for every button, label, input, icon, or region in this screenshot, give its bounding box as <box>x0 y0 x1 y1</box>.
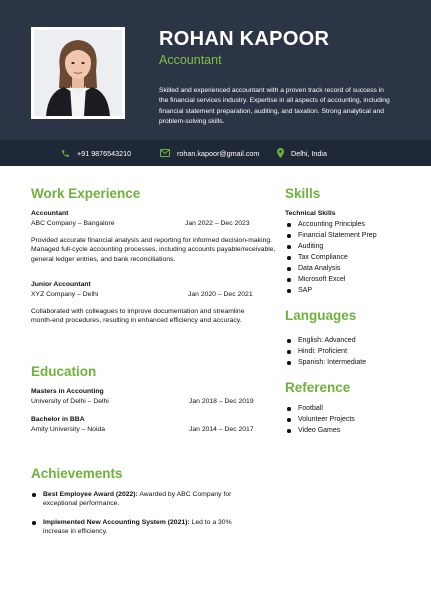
list-item: Microsoft Excel <box>285 274 377 285</box>
list-item: English: Advanced <box>285 335 366 346</box>
skills-list <box>285 219 377 296</box>
job-dates: Jan 2022 – Dec 2023 <box>185 220 250 227</box>
email-icon <box>160 149 170 157</box>
job-company: XYZ Company – Delhi <box>31 291 99 298</box>
technical-skills-subheading: Technical Skills <box>285 210 336 217</box>
list-item: Accounting Principles <box>285 219 377 230</box>
school-name: University of Delhi – Delhi <box>31 398 109 405</box>
list-item: Spanish: Intermediate <box>285 357 366 368</box>
contact-bar <box>0 140 431 166</box>
location-pin-icon <box>277 148 284 158</box>
job-title: Junior Accountant <box>31 281 91 288</box>
degree-title: Masters in Accounting <box>31 388 104 395</box>
list-item: Tax Compliance <box>285 252 377 263</box>
achievement-text: Awarded by ABC Company for exceptional performance. <box>43 491 232 508</box>
profile-summary: Skilled and experienced accountant with a proven track record of success in the financial services industry. Expertise in all aspects of accounting, including financial statement preparation, auditing, and taxation. Strong analytical and problem-solving skills. <box>159 87 390 126</box>
profile-photo <box>34 30 122 116</box>
school-name: Amity University – Noida <box>31 426 106 433</box>
contact-email[interactable] <box>160 140 259 166</box>
list-item: Data Analysis <box>285 263 377 274</box>
job-dates: Jan 2020 – Dec 2021 <box>188 291 253 298</box>
achievement-title: Best Employee Award (2022): <box>43 491 138 498</box>
job-company: ABC Company – Bangalore <box>31 220 115 227</box>
contact-location[interactable] <box>277 140 327 166</box>
resume-header <box>0 0 431 140</box>
skills-heading: Skills <box>285 186 321 201</box>
education-heading: Education <box>31 364 97 379</box>
education-dates: Jan 2014 – Dec 2017 <box>189 426 254 433</box>
education-dates: Jan 2018 – Dec 2019 <box>189 398 254 405</box>
list-item: Hindi: Proficient <box>285 346 366 357</box>
job-description: Provided accurate financial analysis and reporting for informed decision-making. Managed full-cycle accounting processes, including accounts payable/receivable, general ledger entries, and bank reconciliations. <box>31 237 276 263</box>
achievement-title: Implemented New Accounting System (2021): <box>43 519 190 526</box>
contact-phone[interactable] <box>61 140 131 166</box>
achievement-item <box>31 490 251 509</box>
phone-number: +91 9876543210 <box>77 148 132 158</box>
languages-list <box>285 335 366 368</box>
languages-heading: Languages <box>285 308 357 323</box>
achievements-heading: Achievements <box>31 466 123 481</box>
profile-photo-frame <box>31 27 125 119</box>
profile-photo-illustration <box>34 30 122 116</box>
achievement-text: Led to a 30% increase in efficiency. <box>43 519 232 536</box>
list-item: SAP <box>285 285 377 296</box>
candidate-name: ROHAN KAPOOR <box>159 28 330 50</box>
list-item: Auditing <box>285 241 377 252</box>
email-address: rohan.kapoor@gmail.com <box>177 148 260 158</box>
degree-title: Bachelor in BBA <box>31 416 85 423</box>
list-item: Football <box>285 403 355 414</box>
phone-icon <box>61 149 70 158</box>
achievement-item <box>31 518 251 537</box>
list-item: Video Games <box>285 425 355 436</box>
candidate-role: Accountant <box>159 53 222 67</box>
reference-heading: Reference <box>285 380 351 395</box>
job-description: Collaborated with colleagues to improve documentation and streamline month-end procedures, resulting in enhanced efficiency and accuracy. <box>31 308 245 325</box>
job-title: Accountant <box>31 210 69 217</box>
list-item: Volunteer Projects <box>285 414 355 425</box>
reference-list <box>285 403 355 436</box>
work-experience-heading: Work Experience <box>31 186 141 201</box>
location-text: Delhi, India <box>291 148 327 158</box>
list-item: Financial Statement Prep <box>285 230 377 241</box>
